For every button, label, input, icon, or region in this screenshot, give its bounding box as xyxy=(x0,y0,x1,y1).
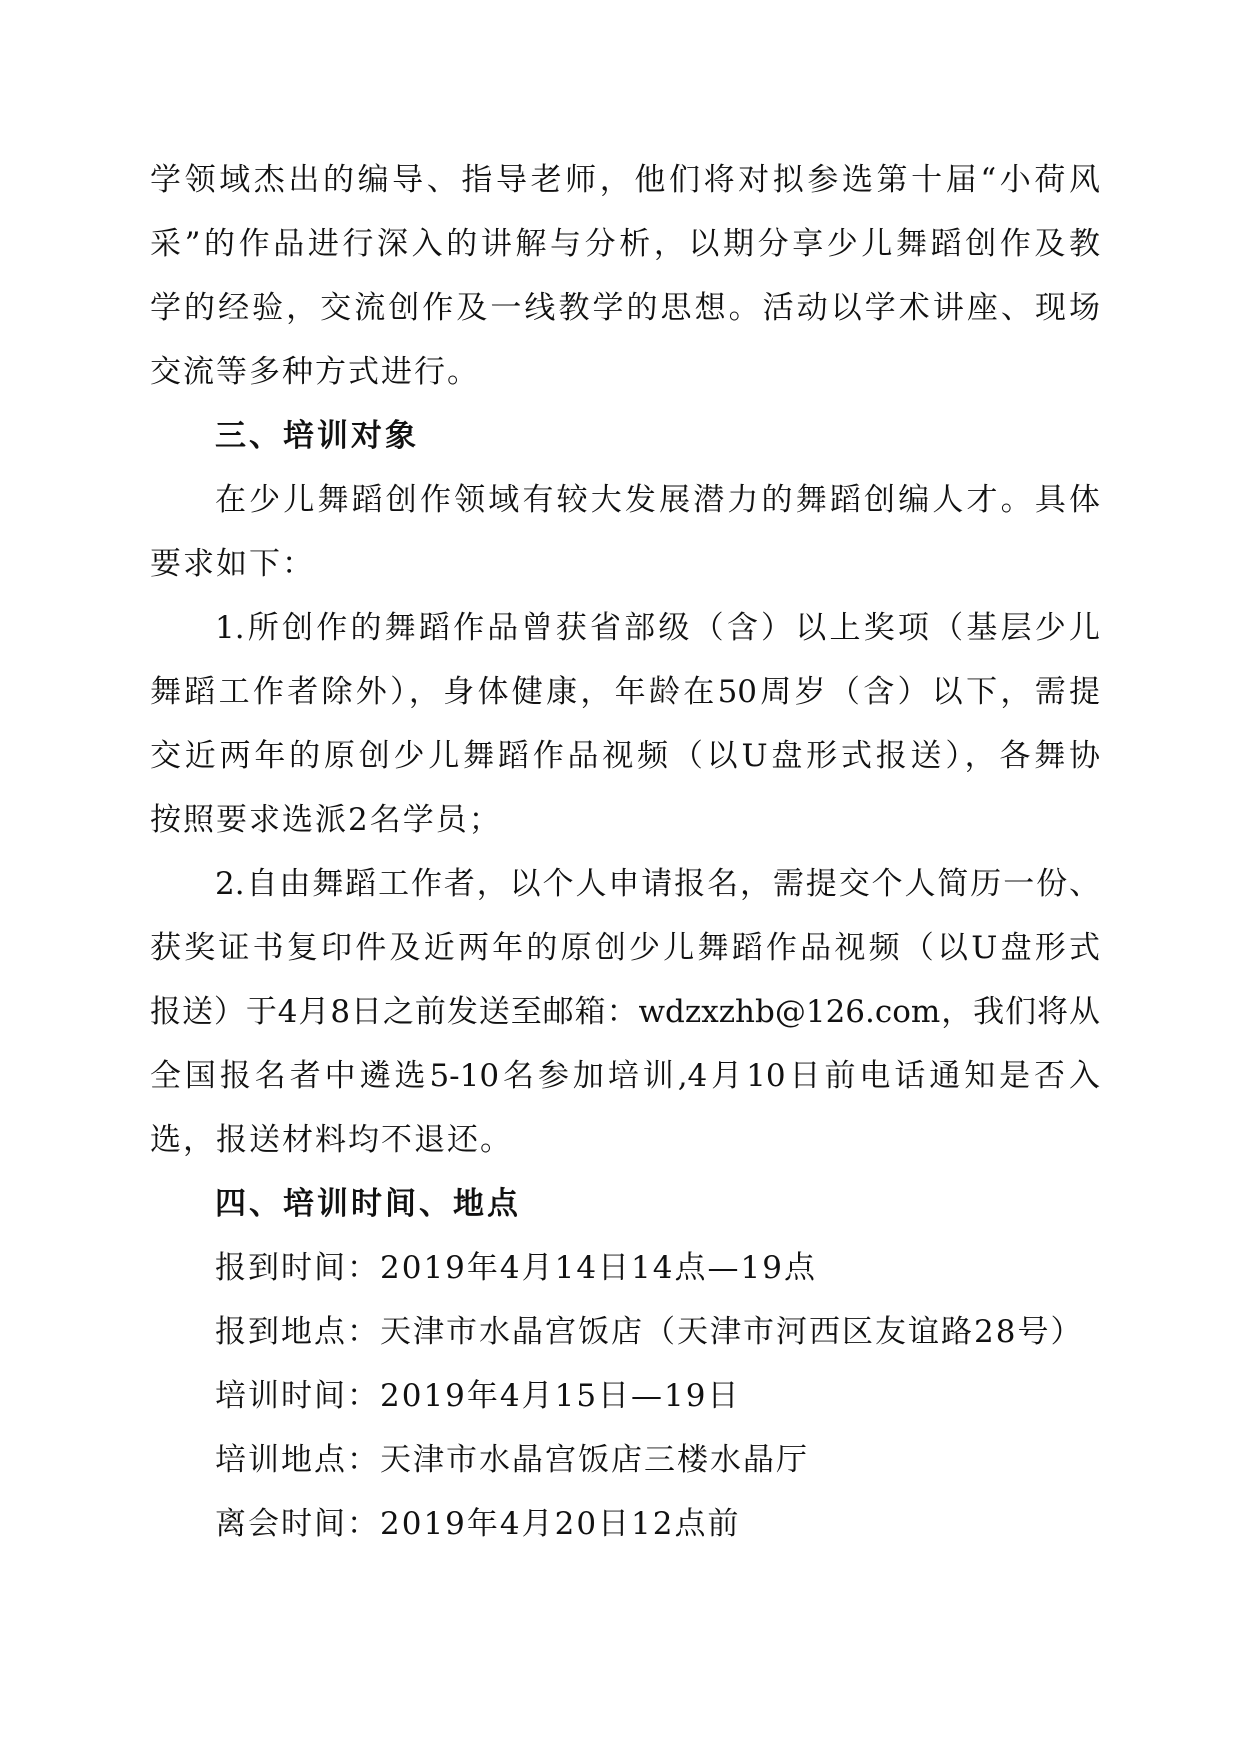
section3-para-line-2: 要求如下： xyxy=(150,546,315,582)
item1-line-3: 交近两年的原创少儿舞蹈作品视频（以U盘形式报送），各舞协 xyxy=(150,738,1100,774)
item1-line-2: 舞蹈工作者除外），身体健康，年龄在50周岁（含）以下，需提 xyxy=(150,674,1100,710)
intro-line-4: 交流等多种方式进行。 xyxy=(150,354,480,390)
section4-heading: 四、培训时间、地点 xyxy=(215,1186,521,1222)
intro-line-2: 采”的作品进行深入的讲解与分析，以期分享少儿舞蹈创作及教 xyxy=(150,226,1100,262)
section4-item-training-time: 培训时间：2019年4月15日—19日 xyxy=(215,1378,741,1414)
section4-item-checkin-time: 报到时间：2019年4月14日14点—19点 xyxy=(215,1250,817,1286)
section3-para-line-1: 在少儿舞蹈创作领域有较大发展潜力的舞蹈创编人才。具体 xyxy=(215,482,1100,518)
item1-line-1: 1.所创作的舞蹈作品曾获省部级（含）以上奖项（基层少儿 xyxy=(215,610,1100,646)
section4-item-departure-time: 离会时间：2019年4月20日12点前 xyxy=(215,1506,741,1542)
section4-item-checkin-place: 报到地点：天津市水晶宫饭店（天津市河西区友谊路28号） xyxy=(215,1314,1084,1350)
item2-line-5: 选，报送材料均不退还。 xyxy=(150,1122,513,1158)
item2-line-4: 全国报名者中遴选5-10名参加培训,4月10日前电话通知是否入 xyxy=(150,1058,1100,1094)
section4-item-training-place: 培训地点：天津市水晶宫饭店三楼水晶厅 xyxy=(215,1442,809,1478)
item1-line-4: 按照要求选派2名学员； xyxy=(150,802,502,838)
item2-line-3: 报送）于4月8日之前发送至邮箱：wdzxzhb@126.com，我们将从 xyxy=(150,994,1100,1030)
section3-heading: 三、培训对象 xyxy=(215,418,419,454)
item2-line-1: 2.自由舞蹈工作者，以个人申请报名，需提交个人简历一份、 xyxy=(215,866,1100,902)
item2-line-2: 获奖证书复印件及近两年的原创少儿舞蹈作品视频（以U盘形式 xyxy=(150,930,1100,966)
intro-line-1: 学领域杰出的编导、指导老师，他们将对拟参选第十届“小荷风 xyxy=(150,162,1100,198)
intro-line-3: 学的经验，交流创作及一线教学的思想。活动以学术讲座、现场 xyxy=(150,290,1100,326)
